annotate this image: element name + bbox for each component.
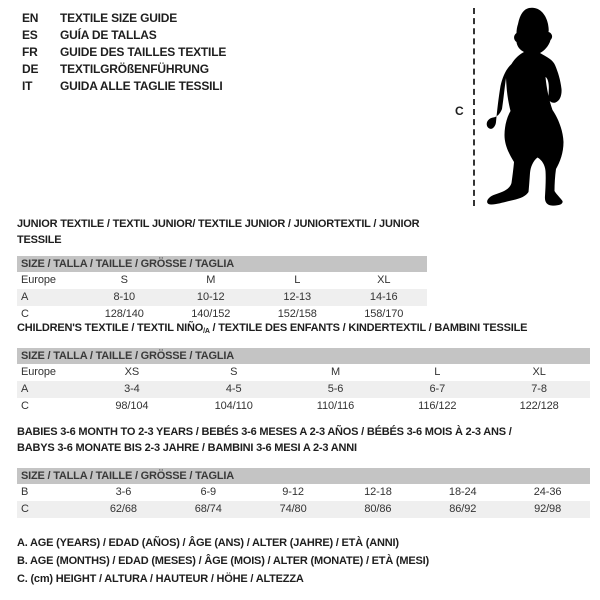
row-label-cell: B xyxy=(21,486,29,498)
height-measure-line xyxy=(473,8,475,206)
table-title-text: BABIES 3-6 MONTH TO 2-3 YEARS / BEBÉS 3-6 MESES A 2-3 AÑOS / BÉBÉS 3-6 MOIS À 2-3 ANS / xyxy=(17,426,512,438)
language-code: EN xyxy=(22,11,39,25)
language-code: DE xyxy=(22,62,39,76)
guide-title-en: TEXTILE SIZE GUIDE xyxy=(60,11,178,25)
table-cell: 5-6 xyxy=(327,383,344,395)
footnote-b: B. AGE (MONTHS) / EDAD (MESES) / ÂGE (MOIS) / ALTER (MONATE) / ETÀ (MESI) xyxy=(17,555,429,567)
table-cell: 6-9 xyxy=(200,486,217,498)
table-cell: 92/98 xyxy=(534,503,562,515)
table-row xyxy=(17,289,427,306)
language-row xyxy=(22,44,226,61)
table-cell: 86/92 xyxy=(449,503,477,515)
footnote-a: A. AGE (YEARS) / EDAD (AÑOS) / ÂGE (ANS) / ALTER (JAHRE) / ETÀ (ANNI) xyxy=(17,537,399,549)
table-cell: 12-18 xyxy=(364,486,392,498)
babies-textile-table xyxy=(17,424,590,518)
table-cell: S xyxy=(230,366,238,378)
table-title xyxy=(17,216,427,248)
guide-title-it: GUIDA ALLE TAGLIE TESSILI xyxy=(60,79,223,93)
table-title-text: BABYS 3-6 MONATE BIS 2-3 JAHRE / BAMBINI 3-6 MESI A 2-3 ANNI xyxy=(17,442,357,454)
table-title xyxy=(17,424,590,456)
row-label-cell: C xyxy=(21,308,29,320)
language-row xyxy=(22,61,226,78)
table-cell: 158/170 xyxy=(364,308,404,320)
row-label-cell: Europe xyxy=(21,366,56,378)
table-rows xyxy=(17,484,590,518)
table-title xyxy=(17,320,590,338)
table-cell: 98/104 xyxy=(115,400,149,412)
size-header-bar: SIZE / TALLA / TAILLE / GRÖSSE / TAGLIA xyxy=(17,256,427,272)
table-title-line xyxy=(17,440,590,456)
table-cell: 140/152 xyxy=(191,308,231,320)
table-cell: 104/110 xyxy=(214,400,253,412)
table-cell: 128/140 xyxy=(104,308,144,320)
language-code: IT xyxy=(22,79,33,93)
height-measure-label: C xyxy=(455,104,464,118)
table-cell: 10-12 xyxy=(196,291,225,303)
table-row xyxy=(17,484,590,501)
table-cell: L xyxy=(294,274,301,286)
table-cell: 68/74 xyxy=(194,503,222,515)
table-title-text: CHILDREN'S TEXTILE / TEXTIL NIÑO xyxy=(17,322,204,334)
table-cell: 6-7 xyxy=(429,383,446,395)
table-cell: XS xyxy=(124,366,140,378)
table-cell: 152/158 xyxy=(277,308,317,320)
table-cell: 116/122 xyxy=(418,400,457,412)
table-row xyxy=(17,381,590,398)
footnotes xyxy=(17,534,429,588)
table-title-text: / TEXTILE DES ENFANTS / KINDERTEXTIL / BAMBINI TESSILE xyxy=(209,322,528,334)
table-cell: XL xyxy=(532,366,546,378)
table-row xyxy=(17,272,427,289)
size-header-bar: SIZE / TALLA / TAILLE / GRÖSSE / TAGLIA xyxy=(17,348,590,364)
table-cell: 110/116 xyxy=(316,400,355,412)
table-rows xyxy=(17,364,590,415)
children-textile-table xyxy=(17,320,590,415)
table-row xyxy=(17,501,590,518)
table-cell: M xyxy=(206,274,216,286)
table-cell: 122/128 xyxy=(519,400,559,412)
language-row xyxy=(22,27,226,44)
language-row xyxy=(22,78,226,95)
table-title-line xyxy=(17,320,590,338)
guide-title-fr: GUIDE DES TAILLES TEXTILE xyxy=(60,45,227,59)
row-label-cell: Europe xyxy=(21,274,56,286)
row-label-cell: C xyxy=(21,503,29,515)
row-label-cell: C xyxy=(21,400,29,412)
table-cell: 12-13 xyxy=(283,291,312,303)
language-code: FR xyxy=(22,45,38,59)
language-title-list xyxy=(22,10,226,95)
table-title-text: JUNIOR TEXTILE / TEXTIL JUNIOR/ TEXTILE JUNIOR / JUNIORTEXTIL / JUNIOR TESSILE xyxy=(17,218,420,246)
table-cell: S xyxy=(120,274,128,286)
table-cell: 8-10 xyxy=(113,291,136,303)
size-header-bar: SIZE / TALLA / TAILLE / GRÖSSE / TAGLIA xyxy=(17,468,590,484)
table-title-line xyxy=(17,216,427,248)
guide-title-de: TEXTILGRÖßENFÜHRUNG xyxy=(60,62,209,76)
table-row xyxy=(17,398,590,415)
table-cell: 80/86 xyxy=(364,503,392,515)
row-label-cell: A xyxy=(21,291,29,303)
table-cell: 7-8 xyxy=(531,383,547,395)
baby-silhouette-icon xyxy=(484,6,596,206)
table-cell: L xyxy=(434,366,441,378)
table-cell: 14-16 xyxy=(369,291,398,303)
table-title-text: /A xyxy=(203,328,210,335)
footnote-c: C. (cm) HEIGHT / ALTURA / HAUTEUR / HÖHE / ALTEZZA xyxy=(17,573,304,585)
table-cell: 9-12 xyxy=(282,486,304,498)
table-cell: 74/80 xyxy=(279,503,307,515)
table-cell: 62/68 xyxy=(109,503,137,515)
table-cell: 3-4 xyxy=(124,383,140,395)
language-code: ES xyxy=(22,28,38,42)
table-row xyxy=(17,364,590,381)
table-cell: 4-5 xyxy=(225,383,242,395)
row-label-cell: A xyxy=(21,383,29,395)
table-title-line xyxy=(17,424,590,440)
table-cell: 3-6 xyxy=(115,486,132,498)
table-rows xyxy=(17,272,427,323)
language-row xyxy=(22,10,226,27)
junior-textile-table xyxy=(17,216,427,323)
table-cell: M xyxy=(330,366,341,378)
guide-title-es: GUÍA DE TALLAS xyxy=(60,28,157,42)
table-cell: XL xyxy=(377,274,391,286)
table-cell: 18-24 xyxy=(448,486,477,498)
table-cell: 24-36 xyxy=(533,486,562,498)
